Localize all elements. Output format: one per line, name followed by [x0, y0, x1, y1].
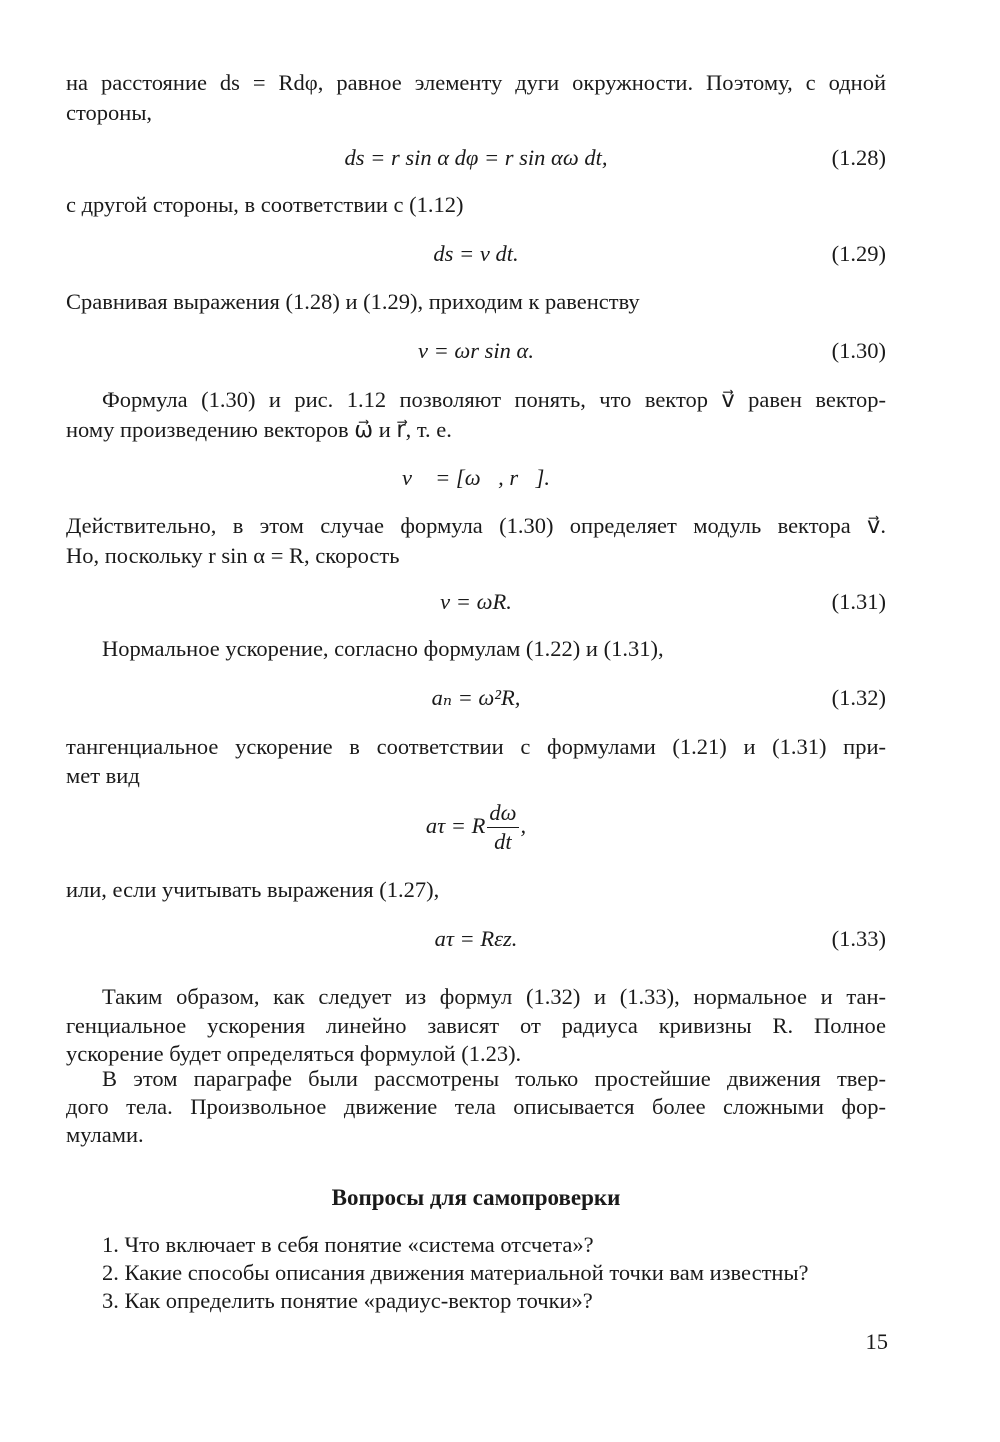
paragraph-line: мет вид	[66, 763, 140, 788]
equation-expression: aₙ = ω²R,	[431, 685, 521, 710]
paragraph-line: на расстояние ds = Rdφ, равное элементу дуги окружности. Поэтому, с одной	[66, 70, 886, 95]
paragraph-line: Нормальное ускорение, согласно формулам (1.22) и (1.31),	[102, 636, 664, 661]
section-heading: Вопросы для самопроверки	[331, 1185, 621, 1210]
paragraph-line: генциальное ускорения линейно зависят от радиуса кривизны R. Полное	[66, 1013, 886, 1038]
equation-1-32	[66, 681, 886, 715]
paragraph-line: ускорение будет определяться формулой (1.23).	[66, 1041, 522, 1066]
equation-expression: v = ωR.	[440, 589, 512, 614]
paragraph-line: тангенциальное ускорение в соответствии с формулами (1.21) и (1.31) при-	[66, 734, 886, 759]
equation-vector-product	[66, 461, 886, 495]
equation-number: (1.30)	[831, 338, 886, 363]
equation-1-28	[66, 141, 886, 175]
fraction	[487, 799, 518, 856]
equation-1-31	[66, 585, 886, 619]
paragraph-line: с другой стороны, в соответствии с (1.12)	[66, 192, 464, 217]
equation-tail: ,	[520, 813, 527, 838]
equation-number: (1.31)	[831, 589, 886, 614]
equation-expression: aτ = Rεz.	[434, 926, 518, 951]
question-item: 1. Что включает в себя понятие «система отсчета»?	[102, 1232, 594, 1257]
equation-expression: ds = r sin α dφ = r sin αω dt,	[344, 145, 608, 170]
equation-number: (1.28)	[831, 145, 886, 170]
paragraph-line: мулами.	[66, 1122, 144, 1147]
equation-number: (1.29)	[831, 241, 886, 266]
fraction-numerator: dω	[487, 799, 518, 828]
paragraph-line: дого тела. Произвольное движение тела описывается более сложными фор-	[66, 1094, 886, 1119]
paragraph-line: Формула (1.30) и рис. 1.12 позволяют понять, что вектор v⃗ равен вектор-	[102, 387, 886, 412]
equation-tangential	[66, 794, 886, 858]
equation-expression: v⃗ = [ω⃗, r⃗].	[402, 465, 550, 490]
equation-number: (1.32)	[831, 685, 886, 710]
paragraph-line: стороны,	[66, 100, 153, 125]
equation-lhs: aτ = R	[425, 813, 486, 838]
equation-1-33	[66, 922, 886, 956]
paragraph-line: Но, поскольку r sin α = R, скорость	[66, 543, 400, 568]
paragraph-line: ному произведению векторов ω⃗ и r⃗, т. е.	[66, 417, 452, 442]
paragraph-line: Сравнивая выражения (1.28) и (1.29), приходим к равенству	[66, 289, 640, 314]
paragraph-line: или, если учитывать выражения (1.27),	[66, 877, 440, 902]
equation-expression: v = ωr sin α.	[417, 338, 534, 363]
equation-number: (1.33)	[831, 926, 886, 951]
paragraph-line: Действительно, в этом случае формула (1.30) определяет модуль вектора v⃗.	[66, 513, 886, 538]
equation-1-30	[66, 334, 886, 368]
paragraph-line: В этом параграфе были рассмотрены только простейшие движения твер-	[102, 1066, 886, 1091]
question-item: 3. Как определить понятие «радиус-вектор точки»?	[102, 1288, 593, 1313]
paragraph-line: Таким образом, как следует из формул (1.32) и (1.33), нормальное и тан-	[102, 984, 886, 1009]
question-item: 2. Какие способы описания движения материальной точки вам известны?	[102, 1260, 809, 1285]
page-number: 15	[865, 1329, 888, 1354]
fraction-denominator: dt	[494, 829, 512, 855]
equation-1-29	[66, 237, 886, 271]
equation-expression: ds = v dt.	[433, 241, 519, 266]
